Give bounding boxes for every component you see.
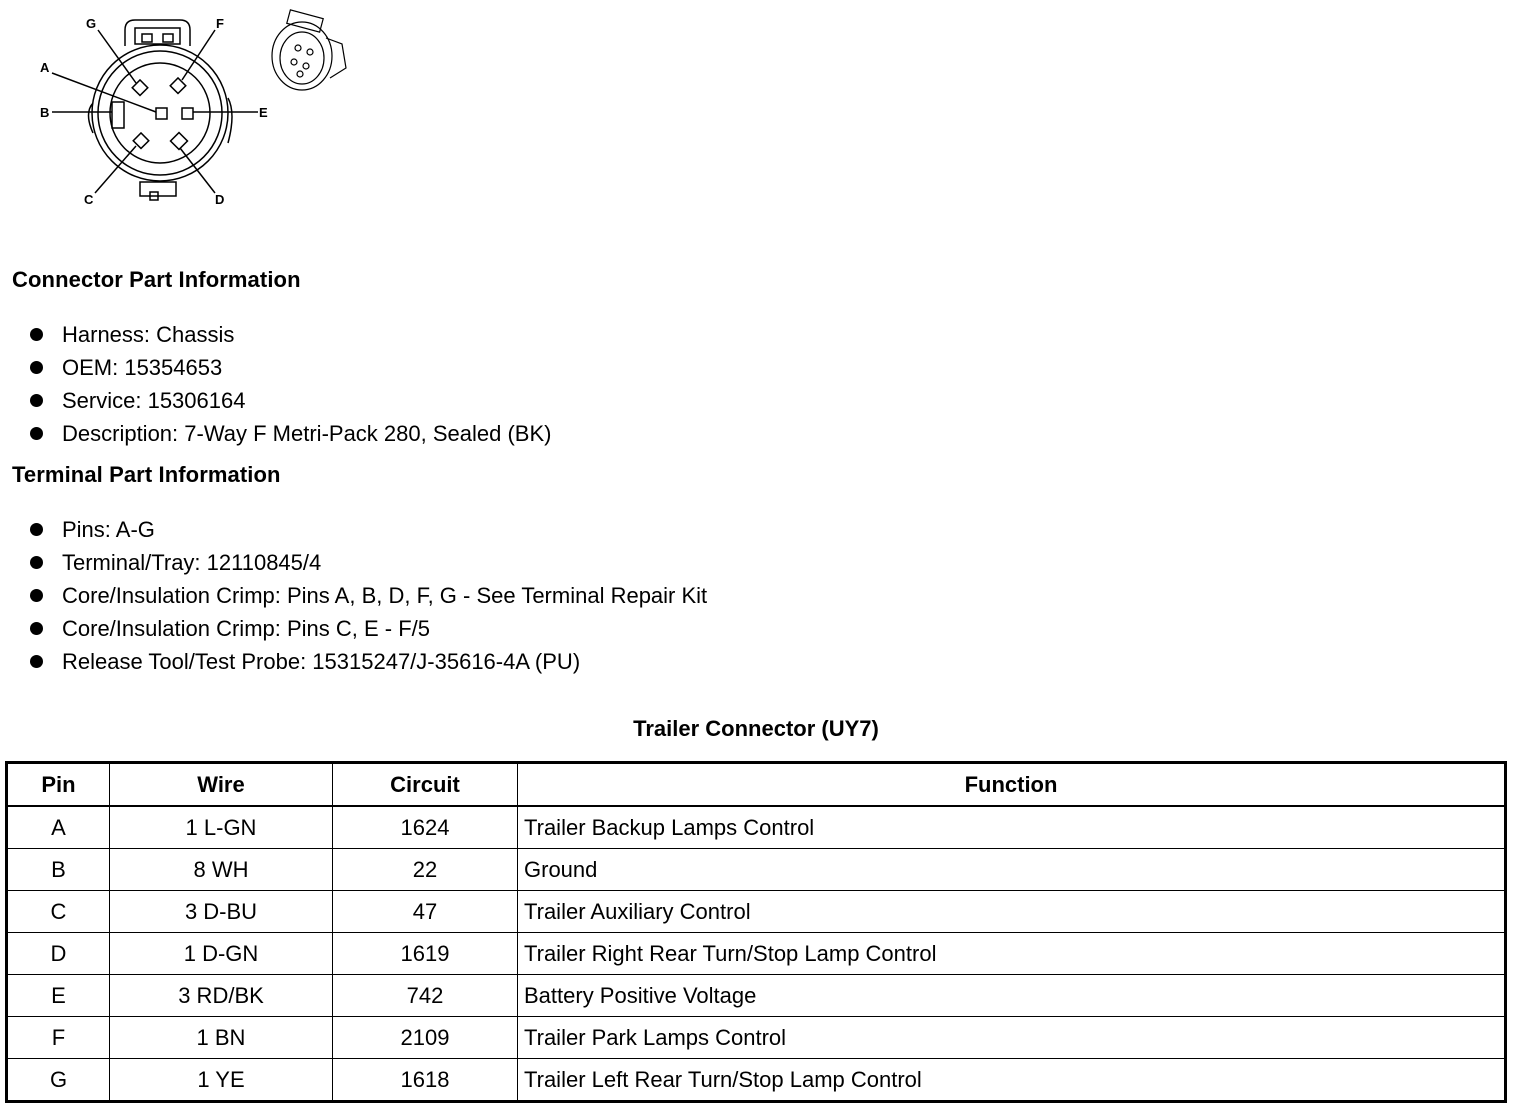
cell-function: Trailer Auxiliary Control xyxy=(518,891,1506,933)
table-title: Trailer Connector (UY7) xyxy=(633,716,879,741)
list-item: Release Tool/Test Probe: 15315247/J-35616-4A (PU) xyxy=(28,645,707,678)
list-item: Service: 15306164 xyxy=(28,384,551,417)
list-item: Core/Insulation Crimp: Pins C, E - F/5 xyxy=(28,612,707,645)
cell-pin: B xyxy=(7,849,110,891)
header-circuit: Circuit xyxy=(333,763,518,807)
table-row xyxy=(7,1059,1506,1102)
cell-wire: 1 BN xyxy=(110,1017,333,1059)
connector-part-info-heading: Connector Part Information xyxy=(12,267,301,292)
cell-wire: 1 D-GN xyxy=(110,933,333,975)
header-function: Function xyxy=(518,763,1506,807)
cell-pin: A xyxy=(7,806,110,849)
cell-function: Trailer Left Rear Turn/Stop Lamp Control xyxy=(518,1059,1506,1102)
pin-label-d: D xyxy=(215,192,225,207)
cell-circuit: 2109 xyxy=(333,1017,518,1059)
header-wire: Wire xyxy=(110,763,333,807)
cell-wire: 1 YE xyxy=(110,1059,333,1102)
list-item: Description: 7-Way F Metri-Pack 280, Sealed (BK) xyxy=(28,417,551,450)
cell-wire: 3 RD/BK xyxy=(110,975,333,1017)
cell-function: Trailer Backup Lamps Control xyxy=(518,806,1506,849)
table-row xyxy=(7,933,1506,975)
cell-pin: E xyxy=(7,975,110,1017)
list-item: Harness: Chassis xyxy=(28,318,551,351)
list-item: Pins: A-G xyxy=(28,513,707,546)
cell-function: Trailer Right Rear Turn/Stop Lamp Control xyxy=(518,933,1506,975)
cell-wire: 1 L-GN xyxy=(110,806,333,849)
cell-pin: F xyxy=(7,1017,110,1059)
cell-circuit: 47 xyxy=(333,891,518,933)
pinout-table xyxy=(5,761,1507,1103)
table-row xyxy=(7,849,1506,891)
connector-isometric-view xyxy=(272,10,346,90)
table-header-row xyxy=(7,763,1506,807)
cell-wire: 3 D-BU xyxy=(110,891,333,933)
cell-pin: G xyxy=(7,1059,110,1102)
cell-circuit: 1624 xyxy=(333,806,518,849)
pin-label-b: B xyxy=(40,105,50,120)
cell-pin: C xyxy=(7,891,110,933)
pin-label-a: A xyxy=(40,60,50,75)
cell-function: Ground xyxy=(518,849,1506,891)
list-item: Terminal/Tray: 12110845/4 xyxy=(28,546,707,579)
list-item: OEM: 15354653 xyxy=(28,351,551,384)
list-item: Core/Insulation Crimp: Pins A, B, D, F, G - See Terminal Repair Kit xyxy=(28,579,707,612)
terminal-part-info-list xyxy=(28,513,707,678)
connector-diagram xyxy=(30,8,370,213)
header-pin: Pin xyxy=(7,763,110,807)
pin-label-f: F xyxy=(216,16,224,31)
connector-part-info-list xyxy=(28,318,551,450)
pin-label-e: E xyxy=(259,105,268,120)
cell-circuit: 742 xyxy=(333,975,518,1017)
table-row xyxy=(7,891,1506,933)
cell-wire: 8 WH xyxy=(110,849,333,891)
table-row xyxy=(7,1017,1506,1059)
table-row xyxy=(7,975,1506,1017)
cell-pin: D xyxy=(7,933,110,975)
cell-circuit: 1619 xyxy=(333,933,518,975)
terminal-part-info-heading: Terminal Part Information xyxy=(12,462,281,487)
table-row xyxy=(7,806,1506,849)
pin-label-g: G xyxy=(86,16,97,31)
cell-function: Trailer Park Lamps Control xyxy=(518,1017,1506,1059)
cell-circuit: 1618 xyxy=(333,1059,518,1102)
cell-function: Battery Positive Voltage xyxy=(518,975,1506,1017)
cell-circuit: 22 xyxy=(333,849,518,891)
pin-label-c: C xyxy=(84,192,94,207)
